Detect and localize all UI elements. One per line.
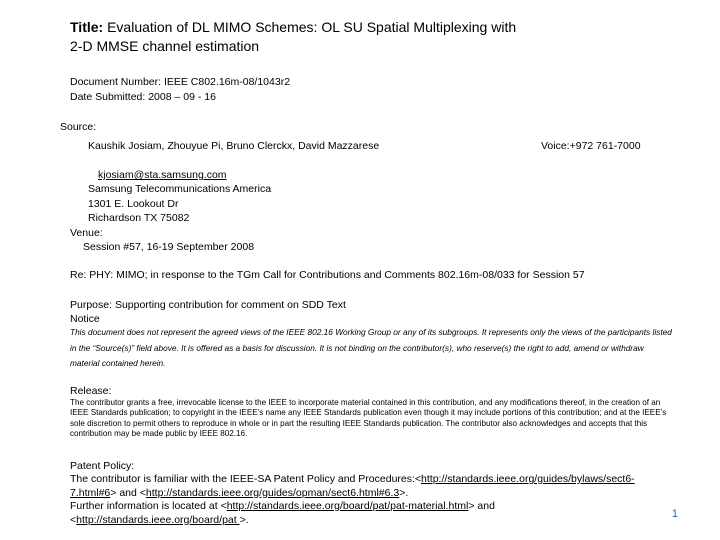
patent-connector-1: > and < (110, 486, 146, 499)
venue-value: Session #57, 16-19 September 2008 (83, 241, 255, 253)
patent-end-2: >. (239, 513, 249, 526)
patent-open: < (70, 513, 77, 526)
patent-policy-label: Patent Policy: (70, 460, 135, 472)
source-voice: Voice:+972 761-7000 (541, 140, 641, 152)
source-label: Source: (60, 121, 97, 133)
patent-connector-2: > and (468, 500, 495, 512)
patent-further: Further information is located at < (70, 500, 227, 512)
page-number: 1 (671, 508, 678, 520)
document-number: Document Number: IEEE C802.16m-08/1043r2 (70, 76, 291, 88)
date-submitted: Date Submitted: 2008 – 09 - 16 (70, 91, 216, 103)
bylaws-link[interactable]: http://standards.ieee.org/guides/bylaws/sect6-7.html#6 (70, 473, 635, 499)
pat-material-link[interactable]: http://standards.ieee.org/board/pat/pat-material.html (226, 500, 469, 512)
board-pat-link[interactable]: http://standards.ieee.org/board/pat (76, 513, 240, 526)
opman-link[interactable]: http://standards.ieee.org/guides/opman/sect6.html#6.3 (145, 486, 400, 499)
source-address-line-2: Richardson TX 75082 (88, 212, 190, 224)
patent-policy-text (70, 473, 675, 527)
source-authors: Kaushik Josiam, Zhouyue Pi, Bruno Clerckx, David Mazzarese (88, 140, 380, 152)
title-text: Evaluation of DL MIMO Schemes: OL SU Spatial Multiplexing with (107, 19, 517, 35)
notice-label: Notice (70, 313, 100, 325)
venue-label: Venue: (70, 227, 103, 239)
patent-intro: The contributor is familiar with the IEEE-SA Patent Policy and Procedures:< (70, 473, 422, 485)
source-email-link[interactable]: kjosiam@sta.samsung.com (98, 169, 227, 181)
notice-text: This document does not represent the agreed views of the IEEE 802.16 Working Group or any of its subgroups. It represents only the views of the participants listed in the “Source(s)” field above. It is offered as a basis for discussion. It is not binding on the contributor(s), who reserve(s) the right to add, amend or withdraw material contained herein. (70, 327, 672, 368)
source-organization: Samsung Telecommunications America (88, 183, 272, 195)
re-line: Re: PHY: MIMO; in response to the TGm Call for Contributions and Comments 802.16m-08/033 for Session 57 (70, 269, 585, 281)
source-address-line-1: 1301 E. Lookout Dr (88, 198, 179, 210)
title-label: Title: (70, 19, 104, 35)
patent-end-1: >. (399, 486, 409, 499)
release-label: Release: (70, 385, 112, 397)
title-line-2: 2-D MMSE channel estimation (70, 38, 260, 54)
release-text: The contributor grants a free, irrevocable license to the IEEE to incorporate material contained in this contribution, and any modifications thereof, in the creation of an IEEE Standards publication; to copyright in the IEEE’s name any IEEE Standards publication even though it may include portions of this contribution; and at the IEEE’s sole discretion to permit others to reproduce in whole or in part the resulting IEEE Standards publication. The contributor also acknowledges and accepts that this contribution may be made public by IEEE 802.16. (70, 398, 667, 438)
title-line-1 (70, 18, 516, 37)
purpose: Purpose: Supporting contribution for comment on SDD Text (70, 299, 346, 311)
